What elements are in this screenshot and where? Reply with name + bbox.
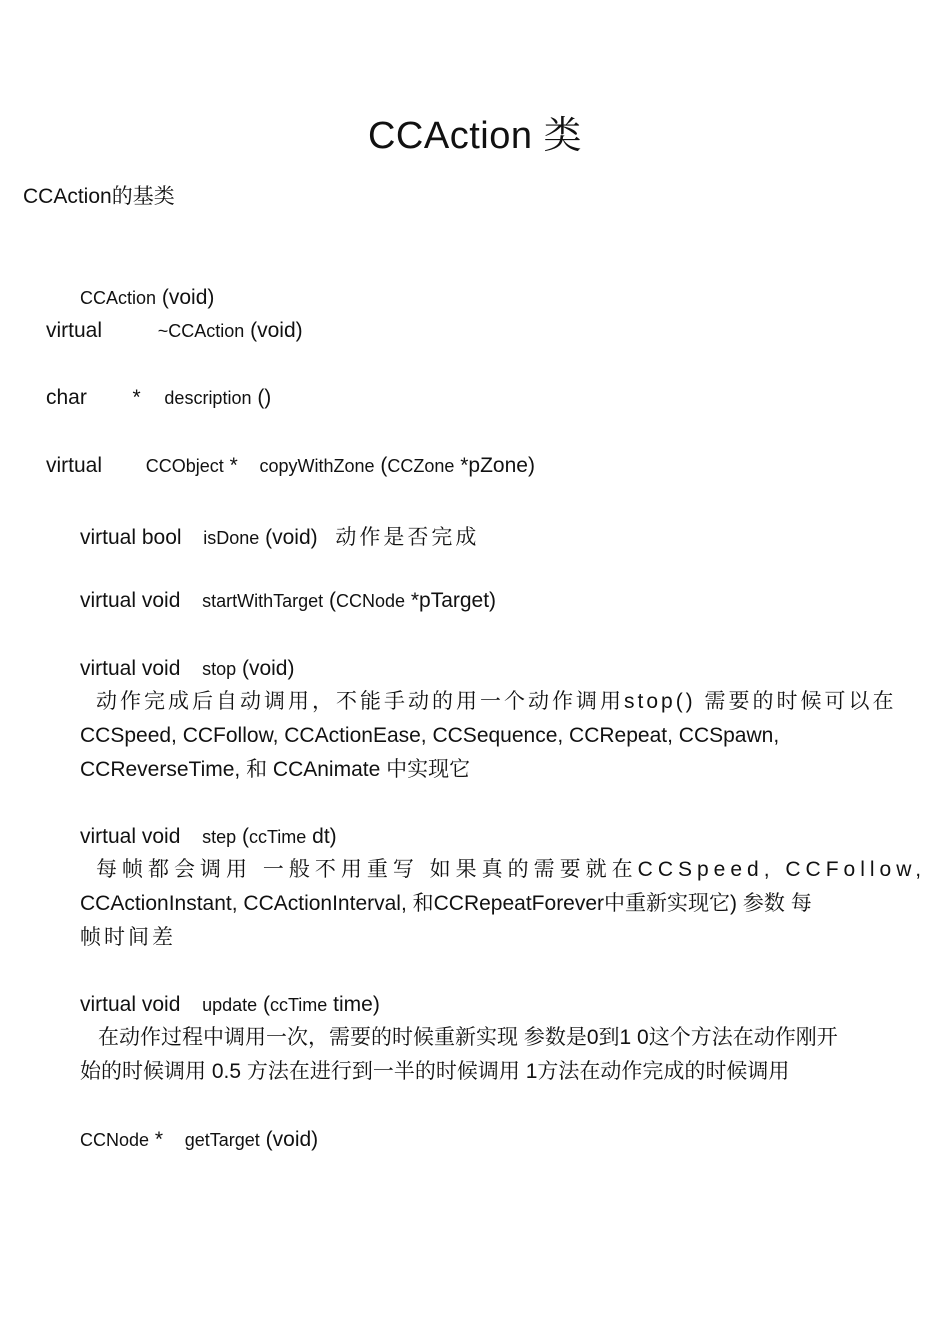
modifier: virtual [46, 319, 103, 342]
copywithzone-signature [46, 454, 535, 478]
return-type: char [46, 386, 87, 409]
description-line: 在动作过程中调用一次，需要的时候重新实现 参数是0到1 0这个方法在动作刚开 [98, 1026, 838, 1049]
method-args: (void) [265, 1128, 319, 1151]
isdone-signature [80, 521, 479, 551]
pointer-mark: * [229, 454, 238, 477]
modifier: virtual [46, 454, 103, 477]
method-comment: 动作是否完成 [335, 526, 480, 549]
description-line: 每帧都会调用 一般不用重写 如果真的需要就在CCSpeed, CCFollow, [96, 858, 927, 881]
method-name: ~CCAction [157, 321, 245, 341]
step-signature [80, 825, 337, 849]
arg-type: CCZone [387, 456, 455, 476]
page-subtitle: CCAction的基类 [23, 185, 175, 208]
gettarget-signature [80, 1128, 318, 1152]
return-type: CCObject [145, 456, 224, 476]
arg-rest: time) [333, 993, 380, 1016]
description-line: CCActionInstant, CCActionInterval, 和CCRepeatForever中重新实现它) 参数 每 [80, 892, 812, 915]
args-open: ( [380, 454, 388, 477]
description-signature [46, 386, 271, 410]
description-line: 始的时候调用 0.5 方法在进行到一半的时候调用 1方法在动作完成的时候调用 [80, 1060, 790, 1083]
method-args: (void) [241, 657, 295, 680]
args-open: ( [262, 993, 270, 1016]
pointer-mark: * [132, 386, 141, 409]
return-type: virtual void [80, 657, 181, 680]
page-title: CCAction 类 [367, 115, 583, 157]
method-name: isDone [203, 528, 260, 548]
arg-type: ccTime [248, 827, 307, 847]
method-args: (void) [161, 286, 215, 309]
method-name: copyWithZone [259, 456, 375, 476]
arg-rest: *pTarget) [410, 589, 497, 612]
stop-signature [80, 657, 294, 681]
description-line: CCSpeed, CCFollow, CCActionEase, CCSequence, CCRepeat, CCSpawn, [80, 724, 780, 747]
description-line: 帧时间差 [80, 926, 176, 949]
stop-description [80, 685, 902, 787]
pointer-mark: * [154, 1128, 164, 1151]
method-name: update [202, 995, 258, 1015]
description-line: CCReverseTime, 和 CCAnimate 中实现它 [80, 758, 471, 781]
method-name: description [164, 388, 252, 408]
args-open: ( [328, 589, 336, 612]
constructor-signature [80, 286, 214, 310]
args-open: ( [241, 825, 249, 848]
return-type: CCNode [80, 1130, 150, 1150]
method-name: startWithTarget [202, 591, 324, 611]
arg-type: ccTime [269, 995, 328, 1015]
method-name: CCAction [80, 288, 157, 308]
arg-rest: dt) [312, 825, 337, 848]
return-type: virtual void [80, 993, 181, 1016]
arg-type: CCNode [335, 591, 405, 611]
method-args: () [257, 386, 272, 409]
startwithtarget-signature [80, 589, 496, 613]
update-description [80, 1021, 902, 1089]
description-line: 动作完成后自动调用，不能手动的用一个动作调用stop() 需要的时候可以在 [96, 690, 897, 713]
return-type: virtual void [80, 825, 181, 848]
method-name: stop [202, 659, 237, 679]
method-name: step [202, 827, 237, 847]
method-args: (void) [250, 319, 303, 342]
update-signature [80, 993, 380, 1017]
return-type: virtual bool [80, 526, 182, 549]
method-name: getTarget [184, 1130, 260, 1150]
method-args: (void) [265, 526, 318, 549]
arg-rest: *pZone) [460, 454, 535, 477]
return-type: virtual void [80, 589, 181, 612]
destructor-signature [46, 319, 303, 343]
step-description [80, 853, 927, 955]
